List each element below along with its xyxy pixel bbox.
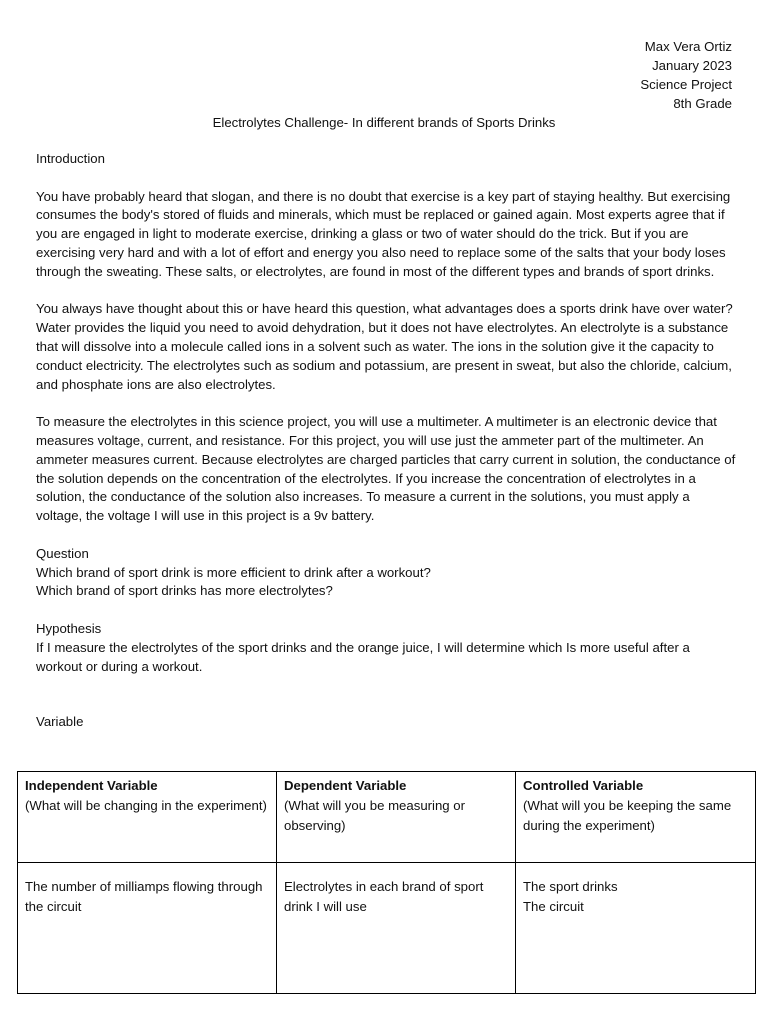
- table-cell: [277, 863, 516, 994]
- introduction-paragraph-3: To measure the electrolytes in this science project, you will use a multimeter. A multimeter is an electronic device that measures voltage, current, and resistance. For this project, you will use just the ammeter part of the multimeter. An ammeter measures current. Because electrolytes are charged particles that carry current in solution, the conductance of the solution depends on the concentration of the electrolytes. If you increase the concentration of electrolytes in a solution, the conductance of the solution also increases. To measure a current in the solutions, you must apply a voltage, the voltage I will use in this project is a 9v battery.: [36, 414, 736, 524]
- table-cell: [18, 863, 277, 994]
- table-cell: [516, 772, 756, 863]
- table-row: [18, 863, 756, 994]
- variables-table: [17, 771, 756, 994]
- question-heading: Question: [36, 545, 89, 561]
- introduction-heading: Introduction: [36, 151, 105, 166]
- table-row: [18, 772, 756, 863]
- independent-variable-description: (What will be changing in the experiment): [25, 798, 267, 813]
- controlled-variable-description: (What will you be keeping the same during the experiment): [523, 798, 732, 833]
- independent-variable-title: Independent Variable: [25, 778, 158, 793]
- question-line-1: Which brand of sport drink is more efficient to drink after a workout?: [36, 564, 431, 580]
- controlled-variable-value-2: The circuit: [523, 899, 584, 914]
- introduction-paragraph-2: You always have thought about this or have heard this question, what advantages does a sports drink have over water? Water provides the liquid you need to avoid dehydration, but it does not have electrolytes. An electrolyte is a substance that will dissolve into a molecule called ions in a solvent such as water. The ions in the solution give it the capacity to conduct electricity. The electrolytes such as sodium and potassium, are present in sweat, but also the chloride, calcium, and phosphate ions are also electrolytes.: [36, 301, 733, 392]
- question-line-2: Which brand of sport drinks has more electrolytes?: [36, 583, 333, 599]
- dependent-variable-description: (What will you be measuring or observing): [284, 798, 466, 833]
- independent-variable-value: The number of milliamps flowing through the circuit: [25, 879, 263, 914]
- author-name: Max Vera Ortiz: [644, 39, 732, 54]
- report-date: January 2023: [652, 58, 732, 73]
- project-type: Science Project: [640, 77, 732, 92]
- variable-heading: Variable: [36, 714, 84, 730]
- document-title: Electrolytes Challenge- In different brands of Sports Drinks: [212, 115, 556, 130]
- document-body: [36, 150, 736, 732]
- controlled-variable-value-1: The sport drinks: [523, 879, 618, 894]
- table-cell: [516, 863, 756, 994]
- dependent-variable-title: Dependent Variable: [284, 778, 407, 793]
- author-block: [640, 38, 732, 114]
- controlled-variable-title: Controlled Variable: [523, 778, 644, 793]
- hypothesis-heading: Hypothesis: [36, 620, 102, 636]
- grade-level: 8th Grade: [673, 96, 732, 111]
- table-cell: [277, 772, 516, 863]
- table-cell: [18, 772, 277, 863]
- introduction-paragraph-1: You have probably heard that slogan, and there is no doubt that exercise is a key part of staying healthy. But exercising consumes the body's stored of fluids and minerals, which must be replaced or gained again. Most experts agree that if you are engaged in light to moderate exercise, drinking a glass or two of water should do the trick. But if you are exercising very hard and with a lot of effort and energy you also need to replace some of the salts that your body loses through the sweating. These salts, or electrolytes, are found in most of the different types and brands of sport drinks.: [36, 188, 731, 279]
- dependent-variable-value: Electrolytes in each brand of sport drink I will use: [284, 879, 484, 914]
- hypothesis-text: If I measure the electrolytes of the sport drinks and the orange juice, I will determine which Is more useful after a workout or during a workout.: [36, 639, 690, 674]
